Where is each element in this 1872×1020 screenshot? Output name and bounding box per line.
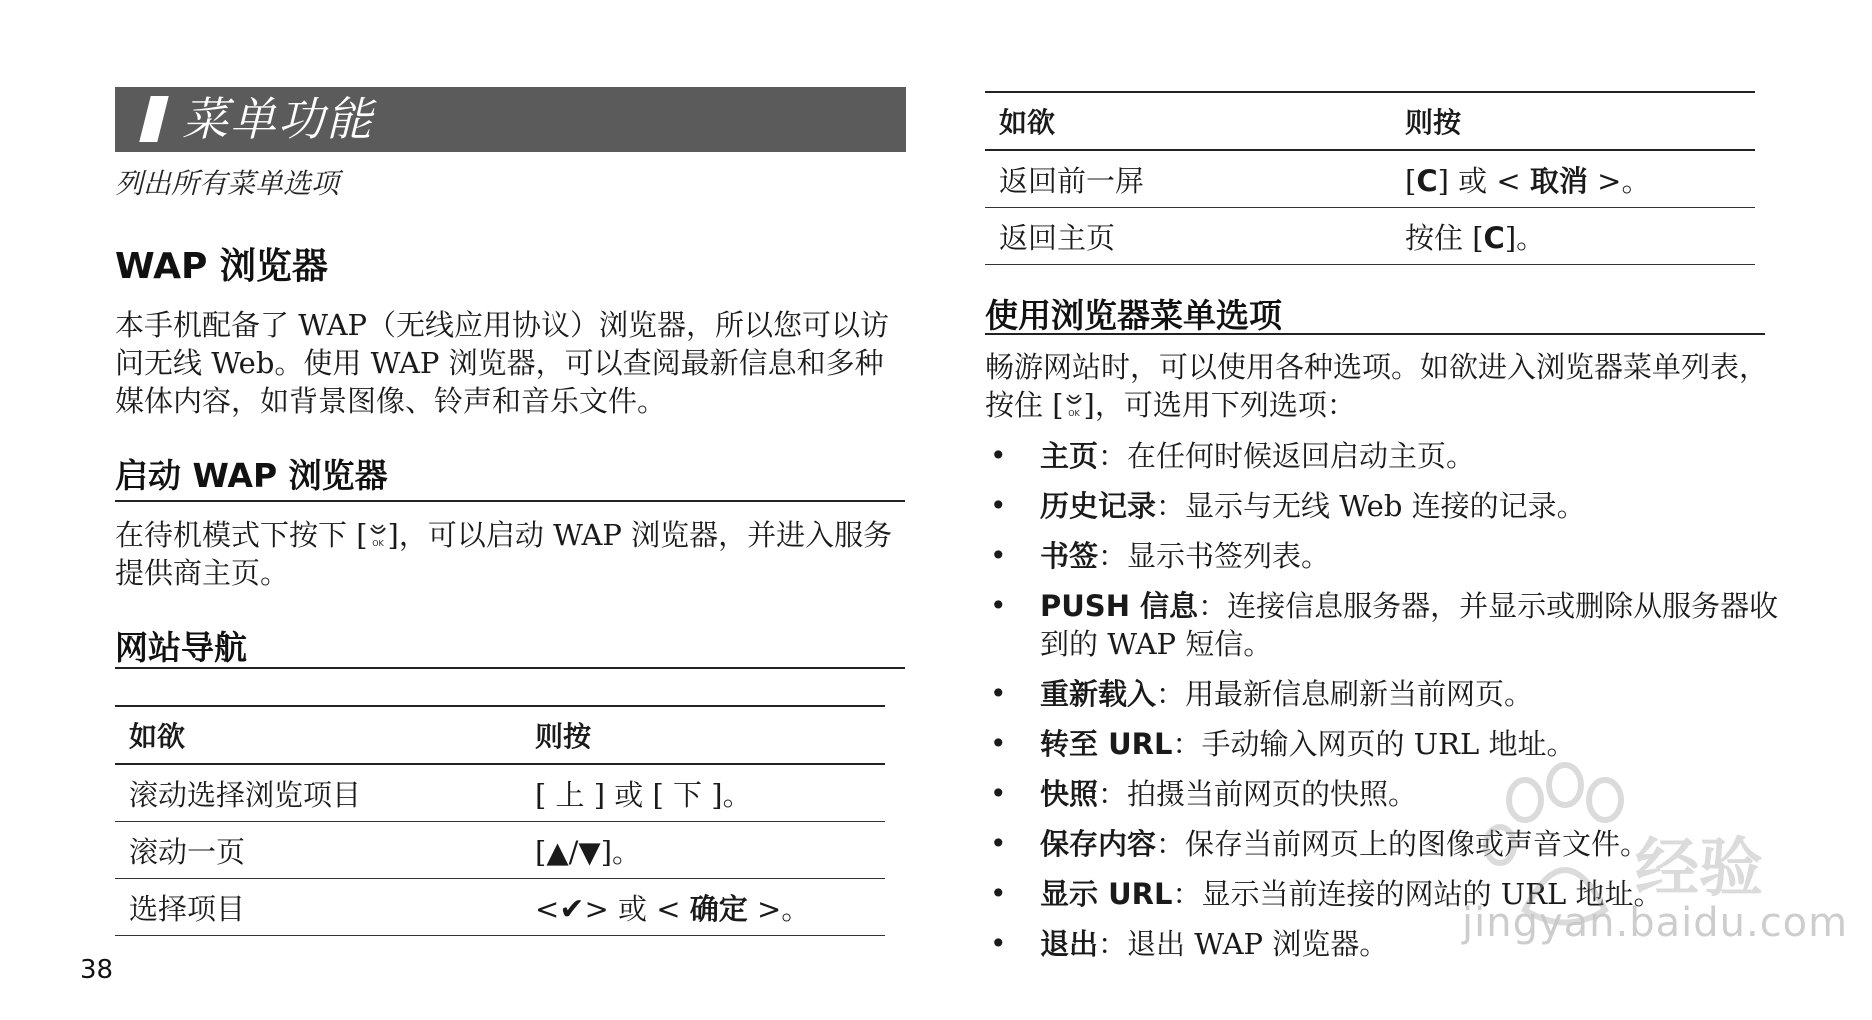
navigation-heading-rule (115, 667, 905, 669)
page-number: 38 (80, 955, 114, 985)
table-header-row (985, 92, 1755, 150)
checkmark-icon: ✔ (559, 891, 585, 927)
ok-key-icon (1064, 389, 1084, 418)
svg-text:OK: OK (371, 539, 384, 548)
header-press: 则按 (521, 706, 885, 764)
launch-heading-rule (115, 500, 905, 502)
list-item: • 显示 URL：显示当前连接的网站的 URL 地址。 (990, 875, 1790, 913)
header-action: 如欲 (115, 706, 521, 764)
ok-key-icon (368, 519, 388, 548)
wap-intro-paragraph: 本手机配备了 WAP（无线应用协议）浏览器，所以您可以访问无线 Web。使用 WAP 浏览器，可以查阅最新信息和多种媒体内容，如背景图像、铃声和音乐文件。 (115, 308, 890, 418)
table-row (115, 764, 885, 822)
list-item: • PUSH 信息：连接信息服务器，并显示或删除从服务器收到的 WAP 短信。 (990, 587, 1790, 663)
row-action: 返回主页 (985, 208, 1391, 265)
list-item: • 历史记录：显示与无线 Web 连接的记录。 (990, 487, 1790, 525)
launch-wap-paragraph: 在待机模式下按下 [ OK ]，可以启动 WAP 浏览器，并进入服务提供商主页。 (115, 518, 893, 590)
row-action: 选择项目 (115, 879, 521, 936)
site-navigation-heading: 网站导航 (115, 628, 247, 667)
banner-title: 菜单功能 (182, 92, 374, 146)
navigation-table (115, 705, 885, 936)
header-action: 如欲 (985, 92, 1391, 150)
header-press: 则按 (1391, 92, 1755, 150)
svg-text:经验: 经验 (1635, 832, 1763, 906)
row-press: <✔> 或 < 确定 >。 (521, 879, 885, 936)
launch-wap-heading: 启动 WAP 浏览器 (115, 456, 388, 495)
row-action: 滚动选择浏览项目 (115, 764, 521, 822)
table-header-row (115, 706, 885, 764)
row-press: [C] 或 < 取消 >。 (1391, 150, 1755, 208)
list-item: • 主页：在任何时候返回启动主页。 (990, 437, 1790, 475)
list-item: • 重新载入：用最新信息刷新当前网页。 (990, 675, 1790, 713)
menu-options-heading-rule (985, 333, 1765, 335)
row-press: 按住 [C]。 (1391, 208, 1755, 265)
table-row (115, 879, 885, 936)
table-row (985, 208, 1755, 265)
list-item: • 快照：拍摄当前网页的快照。 (990, 775, 1790, 813)
watermark-url: jingyan.baidu.com (1462, 900, 1849, 946)
wap-browser-heading: WAP 浏览器 (115, 246, 328, 287)
menu-options-intro: 畅游网站时，可以使用各种选项。如欲进入浏览器菜单列表，按住 [ OK ]，可选用下列选项： (985, 350, 1769, 422)
browser-menu-options-heading: 使用浏览器菜单选项 (985, 296, 1282, 335)
svg-text:OK: OK (1067, 409, 1080, 418)
table-row (985, 150, 1755, 208)
table-row (115, 822, 885, 879)
back-navigation-table (985, 91, 1755, 265)
list-item: • 书签：显示书签列表。 (990, 537, 1790, 575)
row-action: 滚动一页 (115, 822, 521, 879)
list-item: • 退出：退出 WAP 浏览器。 (990, 925, 1790, 963)
list-item: • 转至 URL：手动输入网页的 URL 地址。 (990, 725, 1790, 763)
banner-subtitle: 列出所有菜单选项 (115, 167, 340, 200)
list-item: • 保存内容：保存当前网页上的图像或声音文件。 (990, 825, 1790, 863)
browser-options-list (990, 437, 1790, 975)
row-press: [ 上 ] 或 [ 下 ]。 (521, 764, 885, 822)
row-action: 返回前一屏 (985, 150, 1391, 208)
row-press: [▲/▼]。 (521, 822, 885, 879)
